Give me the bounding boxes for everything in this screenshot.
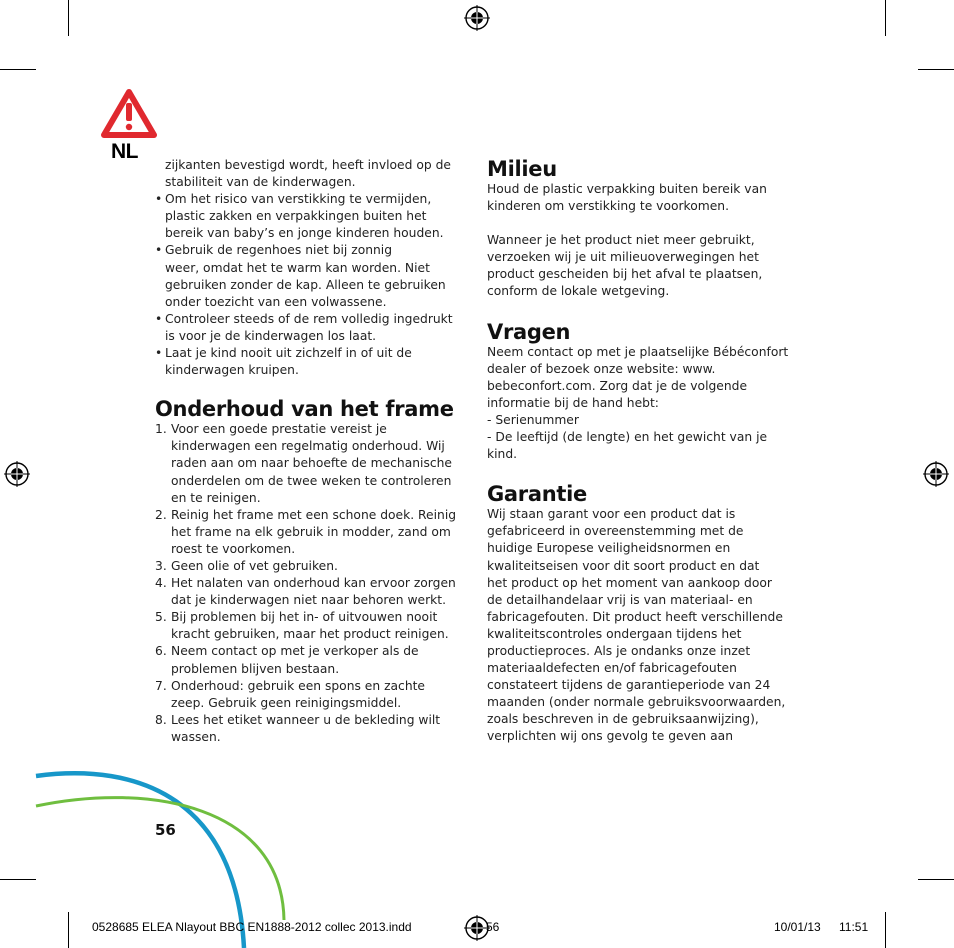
language-label: NL xyxy=(111,140,138,163)
bullet-marker: • xyxy=(155,243,163,258)
registration-mark-icon xyxy=(923,461,949,487)
text-line: zoals beschreven in de gebruiksaanwijzing), xyxy=(487,712,759,727)
numbered-item xyxy=(155,609,465,643)
numbered-item xyxy=(155,421,465,506)
text-line: Geen olie of vet gebruiken. xyxy=(171,558,338,573)
item-number: 5. xyxy=(155,610,167,625)
item-number: 6. xyxy=(155,644,167,659)
text-line: stabiliteit van de kinderwagen. xyxy=(165,175,356,190)
text-line: fabricagefouten. Dit product heeft verschillende xyxy=(487,609,783,624)
text-line: zijkanten bevestigd wordt, heeft invloed op de xyxy=(165,158,451,172)
text-line: Wij staan garant voor een product dat is xyxy=(487,507,736,522)
text-line: Onderhoud: gebruik een spons en zachte xyxy=(171,678,426,693)
garantie-paragraph xyxy=(487,506,807,745)
footer-time: 11:51 xyxy=(839,920,869,934)
item-number: 4. xyxy=(155,576,167,591)
text-line: gefabriceerd in overeenstemming met de xyxy=(487,524,744,539)
vragen-paragraph xyxy=(487,344,807,464)
text-line: Wanneer je het product niet meer gebruikt, xyxy=(487,233,755,248)
text-line: Houd de plastic verpakking buiten bereik van xyxy=(487,182,767,196)
text-line: kinderwagen kruipen. xyxy=(165,363,299,378)
text-line: constateert tijdens de garantieperiode van 24 xyxy=(487,678,771,693)
numbered-item xyxy=(155,558,465,575)
text-line: kind. xyxy=(487,447,518,462)
garantie-heading: Garantie xyxy=(487,482,587,507)
milieu-heading: Milieu xyxy=(487,157,557,181)
registration-mark-icon xyxy=(464,915,490,941)
crop-mark xyxy=(918,879,954,880)
text-line: bebeconfort.com. Zorg dat je de volgende xyxy=(487,378,748,393)
text-line: productieproces. Als je ondanks onze inzet xyxy=(487,643,751,658)
text-line: maanden (onder normale gebruiksvoorwaarden, xyxy=(487,695,786,710)
crop-mark xyxy=(918,69,954,70)
text-line: Reinig het frame met een schone doek. Reinig xyxy=(171,507,457,522)
crop-mark xyxy=(0,69,36,70)
numbered-item xyxy=(155,712,465,746)
bullet-marker: • xyxy=(155,311,163,326)
milieu-paragraph xyxy=(487,181,807,215)
text-line: materiaaldefecten en/of fabricagefouten xyxy=(487,661,737,676)
left-column xyxy=(155,157,465,746)
text-line: conform de lokale wetgeving. xyxy=(487,284,670,299)
milieu-paragraph xyxy=(487,232,807,300)
text-line: plastic zakken en verpakkingen buiten het xyxy=(165,209,427,224)
bullet-item xyxy=(155,311,465,345)
text-line: zeep. Gebruik geen reinigingsmiddel. xyxy=(171,695,402,710)
bullet-item xyxy=(155,191,465,242)
text-line: dat je kinderwagen niet naar behoren werkt. xyxy=(171,593,446,608)
text-line: bereik van baby’s en jonge kinderen houden. xyxy=(165,226,444,241)
text-line: Laat je kind nooit uit zichzelf in of uit de xyxy=(165,346,412,361)
text-line: weer, omdat het te warm kan worden. Niet xyxy=(165,260,430,275)
text-line: kracht gebruiken, maar het product reinigen. xyxy=(171,627,449,642)
intro-paragraph xyxy=(155,157,465,191)
text-line: verplichten wij ons gevolg te geven aan xyxy=(487,729,733,744)
text-line: is voor je de kinderwagen los laat. xyxy=(165,328,377,343)
item-number: 3. xyxy=(155,558,167,573)
crop-mark xyxy=(68,0,69,36)
text-line: Om het risico van verstikking te vermijden, xyxy=(165,192,432,207)
text-line: onder toezicht van een volwassene. xyxy=(165,294,387,309)
numbered-item xyxy=(155,575,465,609)
text-line: - De leeftijd (de lengte) en het gewicht van je xyxy=(487,430,768,445)
bullet-marker: • xyxy=(155,346,163,361)
text-line: gebruiken zonder de kap. Alleen te gebruiken xyxy=(165,277,446,292)
numbered-item xyxy=(155,643,465,677)
text-line: - Serienummer xyxy=(487,412,579,427)
numbered-item xyxy=(155,507,465,558)
bullet-marker: • xyxy=(155,192,163,207)
numbered-item xyxy=(155,678,465,712)
text-line: de detailhandelaar vrij is van materiaal- en xyxy=(487,592,753,607)
text-line: het product op het moment van aankoop door xyxy=(487,575,772,590)
crop-mark xyxy=(885,0,886,36)
text-line: huidige Europese veiligheidsnormen en xyxy=(487,541,731,556)
item-number: 7. xyxy=(155,678,167,693)
item-number: 8. xyxy=(155,712,167,727)
footer-file-label: 0528685 ELEA Nlayout BBC EN1888-2012 collec 2013.indd xyxy=(92,920,412,934)
text-line: Lees het etiket wanneer u de bekleding wilt xyxy=(171,712,441,727)
item-number: 1. xyxy=(155,422,167,437)
text-line: Voor een goede prestatie vereist je xyxy=(171,422,387,437)
text-line: Neem contact op met je verkoper als de xyxy=(171,644,419,659)
footer-date: 10/01/13 xyxy=(774,920,821,934)
item-number: 2. xyxy=(155,507,167,522)
text-line: informatie bij de hand hebt: xyxy=(487,395,659,410)
text-line: product gescheiden bij het afval te plaatsen, xyxy=(487,267,763,282)
footer-file-page: 56 xyxy=(486,920,500,934)
text-line: roest te voorkomen. xyxy=(171,541,296,556)
warning-triangle-icon xyxy=(100,88,158,140)
text-line: kwaliteitseisen voor dit soort product en dat xyxy=(487,558,760,573)
registration-mark-icon xyxy=(464,5,490,31)
right-column xyxy=(487,157,807,746)
text-line: Neem contact op met je plaatselijke Bébéconfort xyxy=(487,344,789,359)
crop-mark xyxy=(885,912,886,948)
text-line: het frame na elk gebruik in modder, zand om xyxy=(171,524,451,539)
registration-mark-icon xyxy=(4,461,30,487)
maintenance-heading: Onderhoud van het frame xyxy=(155,397,454,422)
text-line: Bij problemen bij het in- of uitvouwen nooit xyxy=(171,610,438,625)
vragen-heading: Vragen xyxy=(487,319,571,344)
text-line: Controleer steeds of de rem volledig ingedrukt xyxy=(165,311,453,326)
text-line: kinderwagen een regelmatig onderhoud. Wij xyxy=(171,439,445,454)
text-line: en te reinigen. xyxy=(171,490,261,505)
green-arc xyxy=(36,798,284,920)
page-number: 56 xyxy=(155,821,176,839)
text-line: kwaliteitscontroles ondergaan tijdens het xyxy=(487,626,742,641)
text-line: wassen. xyxy=(171,729,221,744)
text-line: kinderen om verstikking te voorkomen. xyxy=(487,199,730,214)
text-line: verzoeken wij je uit milieuoverwegingen het xyxy=(487,250,759,265)
text-line: Het nalaten van onderhoud kan ervoor zorgen xyxy=(171,576,456,591)
bullet-item xyxy=(155,242,465,310)
text-line: raden aan om naar behoefte de mechanische xyxy=(171,456,452,471)
text-line: problemen blijven bestaan. xyxy=(171,661,340,676)
text-line: Gebruik de regenhoes niet bij zonnig xyxy=(165,243,393,258)
text-line: onderdelen om de twee weken te controleren xyxy=(171,473,452,488)
bullet-item xyxy=(155,345,465,379)
text-line: dealer of bezoek onze website: www. xyxy=(487,361,716,376)
